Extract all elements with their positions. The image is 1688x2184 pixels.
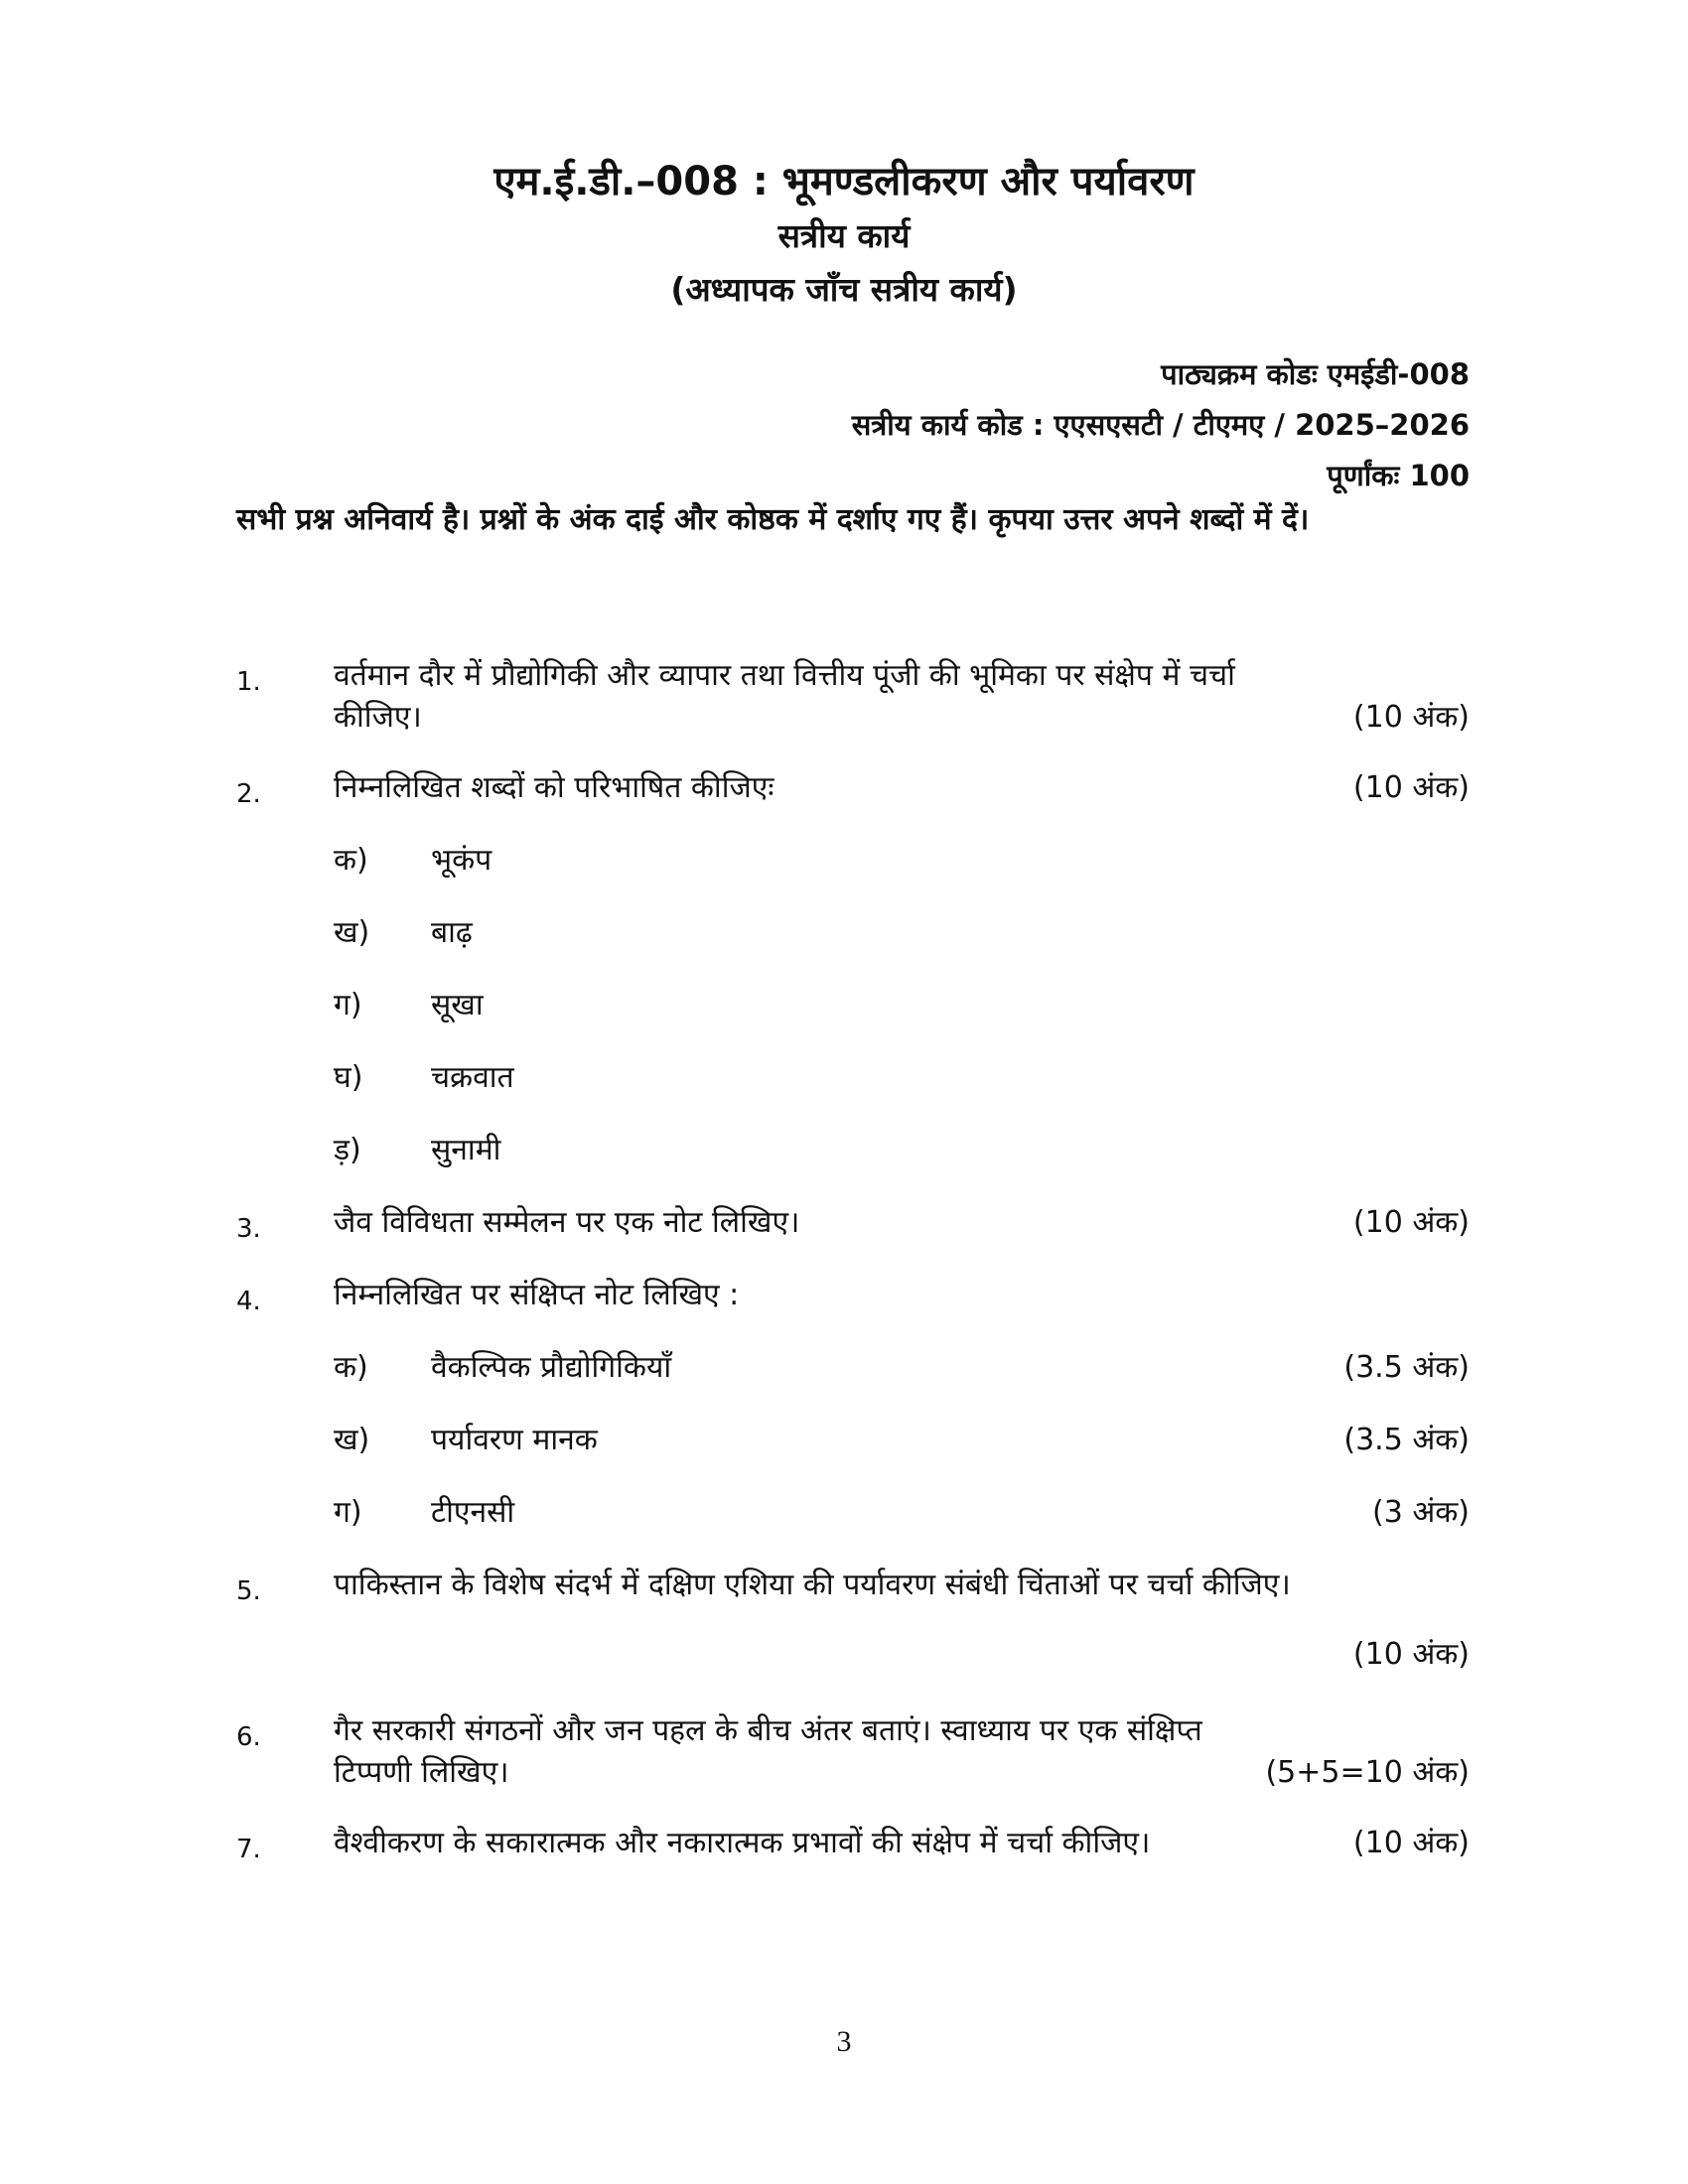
question-number: 7. bbox=[236, 1835, 261, 1864]
sub-item-text: टीएनसी bbox=[431, 1495, 515, 1530]
question-marks: (10 अंक) bbox=[1352, 1205, 1470, 1240]
question-marks: (10 अंक) bbox=[1352, 700, 1470, 735]
header bbox=[0, 154, 1688, 317]
question-number: 3. bbox=[236, 1214, 261, 1244]
question-number: 4. bbox=[236, 1287, 261, 1316]
sub-item-text: चक्रवात bbox=[431, 1060, 514, 1095]
sub-item-letter: ग) bbox=[334, 988, 362, 1023]
sub-item-text: वैकल्पिक प्रौद्योगिकियाँ bbox=[431, 1350, 672, 1385]
sub-item-letter: क) bbox=[334, 843, 368, 878]
assignment-code: सत्रीय कार्य कोड : एएसएसटी / टीएमए / 2025–2026 bbox=[851, 408, 1470, 442]
question-text: गैर सरकारी संगठनों और जन पहल के बीच अंतर बताएं। स्वाध्याय पर एक संक्षिप्त bbox=[334, 1713, 1202, 1748]
question-text: पाकिस्तान के विशेष संदर्भ में दक्षिण एशिया की पर्यावरण संबंधी चिंताओं पर चर्चा कीजिए। bbox=[334, 1568, 1291, 1602]
question-number: 1. bbox=[236, 667, 261, 697]
sub-item-text: पर्यावरण मानक bbox=[431, 1423, 598, 1457]
code-block bbox=[852, 349, 1470, 501]
max-marks: पूर्णांकः 100 bbox=[1327, 459, 1470, 492]
sub-item-letter: ड़) bbox=[334, 1133, 361, 1167]
question-text-continued: टिप्पणी लिखिए। bbox=[334, 1755, 509, 1790]
sub-item-letter: ख) bbox=[334, 915, 370, 950]
course-code: पाठ्यक्रम कोडः एमईडी-008 bbox=[1161, 357, 1470, 391]
question-number: 6. bbox=[236, 1722, 261, 1752]
sub-item-text: सुनामी bbox=[431, 1133, 501, 1167]
page-title: एम.ई.डी.–008 : भूमण्डलीकरण और पर्यावरण bbox=[493, 159, 1195, 205]
question-marks: (10 अंक) bbox=[1352, 1826, 1470, 1860]
question-text: वैश्वीकरण के सकारात्मक और नकारात्मक प्रभावों की संक्षेप में चर्चा कीजिए। bbox=[334, 1826, 1151, 1860]
subtitle-assignment: सत्रीय कार्य bbox=[777, 216, 911, 255]
question-marks: (5+5=10 अंक) bbox=[1265, 1755, 1470, 1790]
subtitle-tutor-marked: (अध्यापक जाँच सत्रीय कार्य) bbox=[670, 270, 1018, 309]
question-marks: (10 अंक) bbox=[1352, 770, 1470, 805]
instructions: सभी प्रश्न अनिवार्य है। प्रश्नों के अंक दाई और कोष्ठक में दर्शाए गए हैं। कृपया उत्तर अपने शब्दों में दें। bbox=[236, 502, 1310, 537]
sub-item-marks: (3.5 अंक) bbox=[1343, 1350, 1470, 1385]
question-number: 5. bbox=[236, 1576, 261, 1606]
page-number: 3 bbox=[836, 2025, 852, 2058]
sub-item-letter: घ) bbox=[334, 1060, 363, 1095]
sub-item-text: भूकंप bbox=[431, 843, 492, 878]
sub-item-text: सूखा bbox=[431, 988, 484, 1023]
sub-item-marks: (3 अंक) bbox=[1372, 1495, 1470, 1530]
question-number: 2. bbox=[236, 779, 261, 809]
question-text: जैव विविधता सम्मेलन पर एक नोट लिखिए। bbox=[334, 1205, 800, 1240]
sub-item-letter: ग) bbox=[334, 1495, 362, 1530]
question-text-continued: कीजिए। bbox=[334, 700, 422, 735]
question-text: निम्नलिखित शब्दों को परिभाषित कीजिएः bbox=[334, 770, 774, 805]
sub-item-letter: ख) bbox=[334, 1423, 370, 1457]
question-marks: (10 अंक) bbox=[1352, 1637, 1470, 1672]
sub-item-marks: (3.5 अंक) bbox=[1343, 1423, 1470, 1457]
question-text: निम्नलिखित पर संक्षिप्त नोट लिखिए : bbox=[334, 1278, 740, 1312]
sub-item-letter: क) bbox=[334, 1350, 368, 1385]
question-text: वर्तमान दौर में प्रौद्योगिकी और व्यापार तथा वित्तीय पूंजी की भूमिका पर संक्षेप में चर्चा bbox=[334, 658, 1235, 693]
sub-item-text: बाढ़ bbox=[431, 915, 473, 950]
